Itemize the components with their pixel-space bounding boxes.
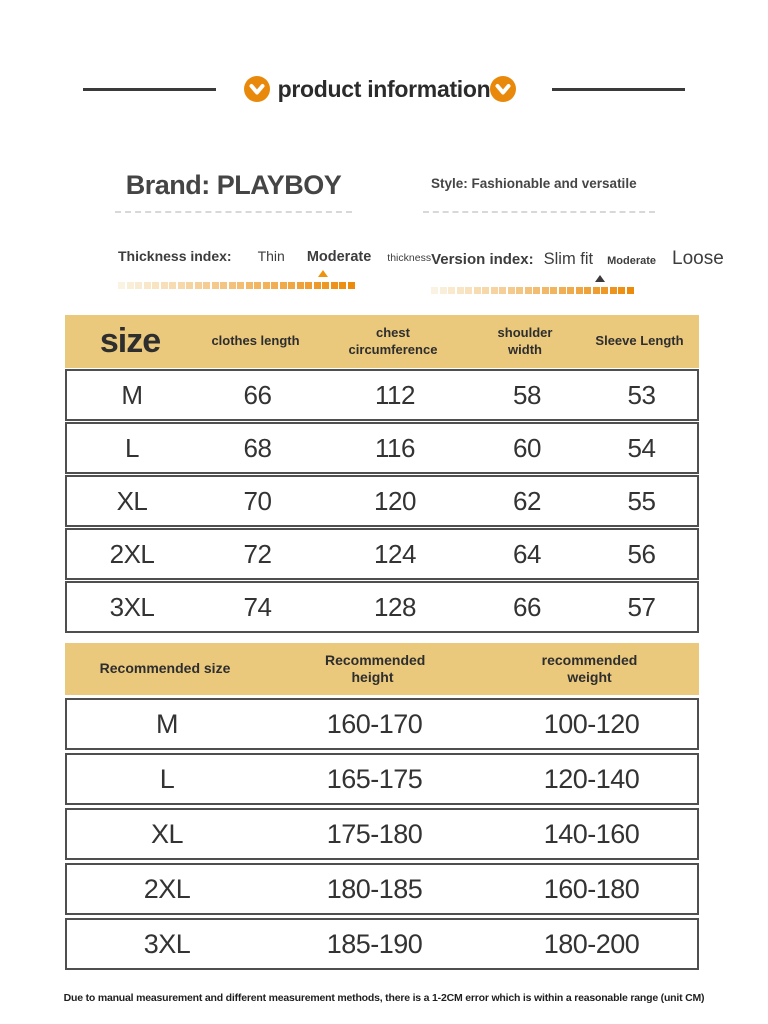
- gradient-square: [559, 287, 566, 294]
- gradient-square: [246, 282, 253, 289]
- column-header: chest circumference: [348, 325, 438, 357]
- table-cell: XL: [150, 818, 184, 849]
- selected-level-marker-icon: [318, 270, 328, 277]
- gradient-square: [212, 282, 219, 289]
- table-cell: 120: [374, 485, 416, 516]
- thickness-level-thin: Thin: [257, 248, 285, 264]
- table-cell: 100-120: [543, 708, 640, 739]
- gradient-square: [263, 282, 270, 289]
- gradient-square: [618, 287, 625, 294]
- column-header: clothes length: [211, 333, 300, 349]
- thickness-level-thick: thickness: [387, 252, 432, 264]
- gradient-square: [593, 287, 600, 294]
- table-cell: 55: [627, 485, 656, 516]
- title-divider-right: [552, 88, 685, 91]
- table-cell: 3XL: [143, 928, 191, 959]
- brand-label: Brand: PLAYBOY: [125, 170, 342, 200]
- gradient-square: [161, 282, 168, 289]
- table-row: [65, 581, 699, 633]
- gradient-square: [576, 287, 583, 294]
- table-cell: 140-160: [543, 818, 640, 849]
- gradient-square: [457, 287, 464, 294]
- table-cell: 185-190: [326, 928, 423, 959]
- table-cell: 2XL: [143, 873, 191, 904]
- table-cell: L: [125, 432, 139, 463]
- gradient-square: [322, 282, 329, 289]
- column-header: Sleeve Length: [595, 333, 684, 349]
- table-cell: 56: [627, 538, 656, 569]
- table-cell: 2XL: [109, 538, 155, 569]
- brand-block: [115, 170, 352, 213]
- gradient-square: [525, 287, 532, 294]
- gradient-square: [491, 287, 498, 294]
- gradient-square: [474, 287, 481, 294]
- table-cell: M: [121, 379, 143, 410]
- gradient-square: [135, 282, 142, 289]
- gradient-square: [127, 282, 134, 289]
- gradient-square: [254, 282, 261, 289]
- table-row: [65, 422, 699, 474]
- section-title-row: [0, 72, 768, 106]
- gradient-square: [610, 287, 617, 294]
- gradient-square: [533, 287, 540, 294]
- table-cell: 53: [627, 379, 656, 410]
- gradient-square: [584, 287, 591, 294]
- gradient-square: [288, 282, 295, 289]
- table-header-row: [65, 315, 699, 368]
- gradient-square: [331, 282, 338, 289]
- table-row: [65, 863, 699, 915]
- column-header: Recommended size: [99, 660, 231, 677]
- table-cell: 66: [513, 591, 541, 622]
- version-level-moderate: Moderate: [607, 255, 657, 267]
- gradient-square: [305, 282, 312, 289]
- table-row: [65, 808, 699, 860]
- table-row: [65, 918, 699, 970]
- thickness-index-label: Thickness index:: [118, 248, 232, 264]
- gradient-square: [448, 287, 455, 294]
- gradient-square: [627, 287, 634, 294]
- gradient-square: [440, 287, 447, 294]
- page-title: product information: [277, 75, 491, 102]
- gradient-square: [297, 282, 304, 289]
- table-cell: 57: [627, 591, 656, 622]
- version-index-label: Version index:: [431, 251, 534, 268]
- gradient-square: [280, 282, 287, 289]
- table-cell: M: [156, 708, 178, 739]
- gradient-square: [229, 282, 236, 289]
- table-row: [65, 528, 699, 580]
- column-header: recommended weight: [541, 651, 638, 685]
- table-row: [65, 753, 699, 805]
- table-header-row: [65, 643, 699, 695]
- table-row: [65, 369, 699, 421]
- gradient-square: [271, 282, 278, 289]
- table-cell: 74: [243, 591, 272, 622]
- recommend-table: [65, 643, 699, 970]
- table-cell: 58: [513, 379, 541, 410]
- table-cell: 112: [375, 379, 415, 410]
- version-gradient-bar: [431, 284, 724, 294]
- gradient-square: [169, 282, 176, 289]
- table-row: [65, 698, 699, 750]
- selected-level-marker-icon: [595, 275, 605, 282]
- table-cell: 180-200: [543, 928, 640, 959]
- table-cell: 116: [375, 432, 415, 463]
- table-cell: 54: [627, 432, 656, 463]
- table-cell: 175-180: [326, 818, 423, 849]
- gradient-square: [195, 282, 202, 289]
- table-cell: 64: [513, 538, 541, 569]
- gradient-square: [482, 287, 489, 294]
- table-cell: 165-175: [326, 763, 423, 794]
- table-cell: 124: [374, 538, 416, 569]
- measurement-disclaimer: Due to manual measurement and different measurement methods, there is a 1-2CM error which is within a reasonable range (unit CM): [63, 992, 705, 1004]
- version-level-loose: Loose: [672, 248, 724, 269]
- gradient-square: [465, 287, 472, 294]
- table-cell: 72: [243, 538, 272, 569]
- table-cell: 160-180: [543, 873, 640, 904]
- table-cell: 120-140: [543, 763, 640, 794]
- table-cell: 68: [243, 432, 272, 463]
- version-index-block: [431, 248, 724, 294]
- style-label: Style: Fashionable and versatile: [431, 176, 637, 191]
- table-cell: 128: [374, 591, 416, 622]
- gradient-square: [339, 282, 346, 289]
- gradient-square: [508, 287, 515, 294]
- gradient-square: [314, 282, 321, 289]
- gradient-square: [220, 282, 227, 289]
- table-cell: 60: [513, 432, 541, 463]
- gradient-square: [152, 282, 159, 289]
- version-level-slim: Slim fit: [543, 250, 594, 268]
- table-cell: 3XL: [109, 591, 155, 622]
- thickness-index-block: [118, 248, 431, 294]
- gradient-square: [601, 287, 608, 294]
- table-cell: 66: [243, 379, 272, 410]
- table-cell: XL: [116, 485, 148, 516]
- gradient-square: [567, 287, 574, 294]
- chevron-down-badge-icon: [490, 76, 516, 102]
- column-header: shoulder width: [497, 325, 553, 357]
- brand-style-row: [115, 170, 655, 213]
- gradient-square: [516, 287, 523, 294]
- gradient-square: [144, 282, 151, 289]
- gradient-square: [178, 282, 185, 289]
- gradient-square: [348, 282, 355, 289]
- chevron-down-badge-icon: [244, 76, 270, 102]
- index-row: [118, 248, 724, 294]
- thickness-level-moderate: Moderate: [306, 249, 372, 265]
- gradient-square: [550, 287, 557, 294]
- table-cell: 160-170: [326, 708, 423, 739]
- table-cell: 62: [513, 485, 541, 516]
- version-labels: [431, 248, 724, 270]
- table-cell: 180-185: [326, 873, 423, 904]
- gradient-square: [542, 287, 549, 294]
- style-block: [423, 175, 655, 213]
- column-header: Recommended height: [325, 651, 426, 685]
- table-row: [65, 475, 699, 527]
- gradient-square: [237, 282, 244, 289]
- gradient-square: [499, 287, 506, 294]
- table-cell: L: [159, 763, 175, 794]
- title-divider-left: [83, 88, 216, 91]
- table-cell: 70: [243, 485, 272, 516]
- column-header: size: [99, 322, 161, 361]
- size-table: [65, 315, 699, 633]
- gradient-square: [118, 282, 125, 289]
- thickness-labels: [118, 248, 431, 265]
- thickness-gradient-bar: [118, 279, 431, 289]
- gradient-square: [203, 282, 210, 289]
- gradient-square: [186, 282, 193, 289]
- gradient-square: [431, 287, 438, 294]
